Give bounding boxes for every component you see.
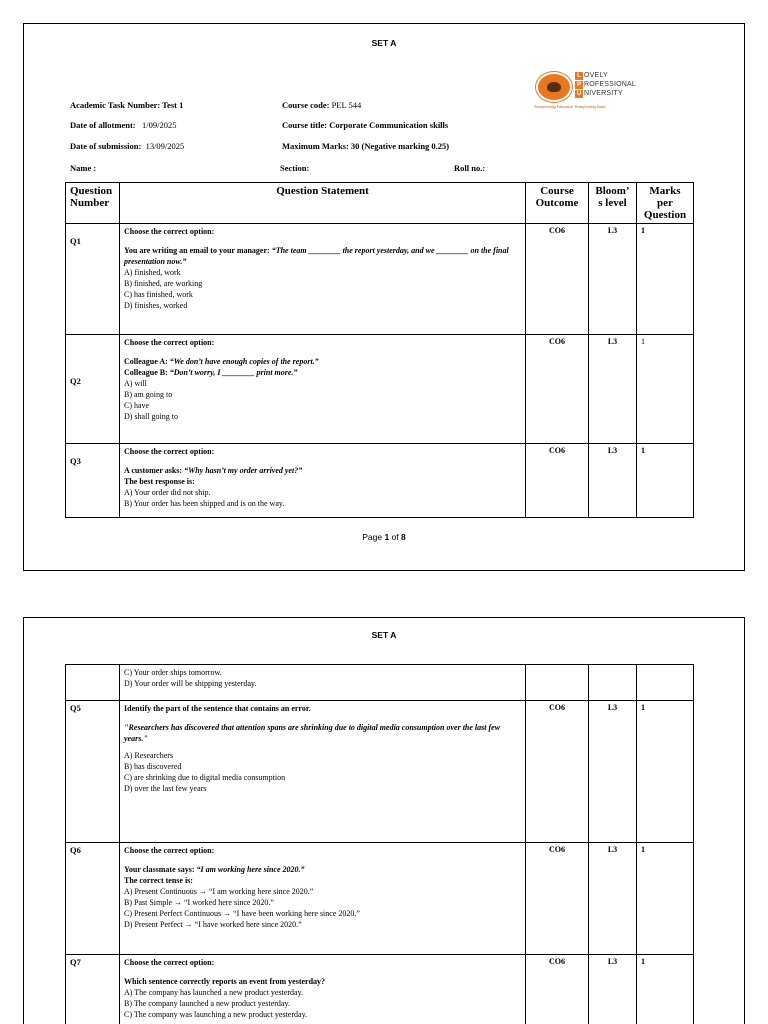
marks: 1 [637,444,694,518]
allotment-date: Date of allotment: 1/09/2025 [70,120,177,130]
course-outcome: CO6 [526,843,589,955]
marks: 1 [637,955,694,1024]
marks: 1 [637,701,694,843]
course-outcome: CO6 [526,955,589,1024]
document-page-1 [23,23,745,571]
course-outcome: CO6 [526,335,589,444]
bloom-level: L3 [589,701,637,843]
table-row [66,955,694,1024]
bloom-level: L3 [589,335,637,444]
question-table-continued [65,664,694,1024]
section-field: Section: [280,163,310,173]
set-label: SET A [371,630,397,640]
document-page-2 [23,617,745,1024]
header-question-statement: Question Statement [120,183,526,224]
question-statement: Choose the correct option: Which sentence correctly reports an event from yesterday? A) The company has launched a new product yesterday. B) The company launched a new product yesterday. C) The company was launching a new product yesterday. [120,955,526,1024]
question-statement: Choose the correct option: You are writing an email to your manager: “The team ________ the report yesterday, and we ________ on the final presentation now.” A) finished, work B) finished, are working C) has finished, work D) finishes, worked [120,224,526,335]
question-number: Q5 [66,701,120,843]
header-marks: Marks per Question [637,183,694,224]
set-label: SET A [371,38,397,48]
question-statement: Choose the correct option: Your classmate says: “I am working here since 2020.” The correct tense is: A) Present Continuous → “I am working here since 2020.” B) Past Simple → “I worked here since 2020.” C) Present Perfect Continuous → “I have been working here since 2020.” D) Present Perfect → “I have worked here since 2020.” [120,843,526,955]
university-logo: L OVELY P ROFESSIONAL U NIVERSITY Transforming Education Transforming India [534,72,636,109]
question-table [65,182,694,518]
course-title: Course title: Corporate Communication skills [282,120,449,130]
page-footer: Page 1 of 8 [362,532,406,542]
course-outcome: CO6 [526,224,589,335]
question-number: Q3 [66,444,120,518]
bloom-level: L3 [589,955,637,1024]
question-number: Q2 [66,335,120,444]
table-row [66,335,694,444]
task-number: Academic Task Number: Test 1 [70,100,184,110]
roll-field: Roll no.: [454,163,486,173]
bloom-level: L3 [589,444,637,518]
header-bloom-level: Bloom’ s level [589,183,637,224]
table-row [66,701,694,843]
question-statement: Identify the part of the sentence that contains an error. "Researchers has discovered that attention spans are shrinking due to digital media consumption over the last few years." A) Researchers B) has discovered C) are shrinking due to digital media consumption D) over the last few years [120,701,526,843]
bloom-level: L3 [589,224,637,335]
question-statement: Choose the correct option: Colleague A: “We don’t have enough copies of the report.” Colleague B: “Don’t worry, I ________ print more.” A) will B) am going to C) have D) shall going to [120,335,526,444]
table-row [66,843,694,955]
question-statement: C) Your order ships tomorrow. D) Your order will be shipping yesterday. [120,665,526,701]
marks: 1 [637,335,694,444]
emblem-icon [536,72,572,102]
question-number: Q7 [66,955,120,1024]
question-statement: Choose the correct option: A customer asks: “Why hasn’t my order arrived yet?” The best response is: A) Your order did not ship. B) Your order has been shipped and is on the way. [120,444,526,518]
question-number: Q6 [66,843,120,955]
submission-date: Date of submission: 13/09/2025 [70,141,185,151]
table-row [66,444,694,518]
marks: 1 [637,843,694,955]
bloom-level: L3 [589,843,637,955]
marks: 1 [637,224,694,335]
table-row [66,224,694,335]
header-course-outcome: Course Outcome [526,183,589,224]
course-outcome: CO6 [526,444,589,518]
question-number: Q1 [66,224,120,335]
logo-tagline: Transforming Education Transforming India [534,104,606,109]
header-question-number: Question Number [66,183,120,224]
table-row [66,665,694,701]
name-field: Name : [70,163,97,173]
course-outcome: CO6 [526,701,589,843]
course-code: Course code: PEL 544 [282,100,362,110]
max-marks: Maximum Marks: 30 (Negative marking 0.25) [282,141,450,151]
